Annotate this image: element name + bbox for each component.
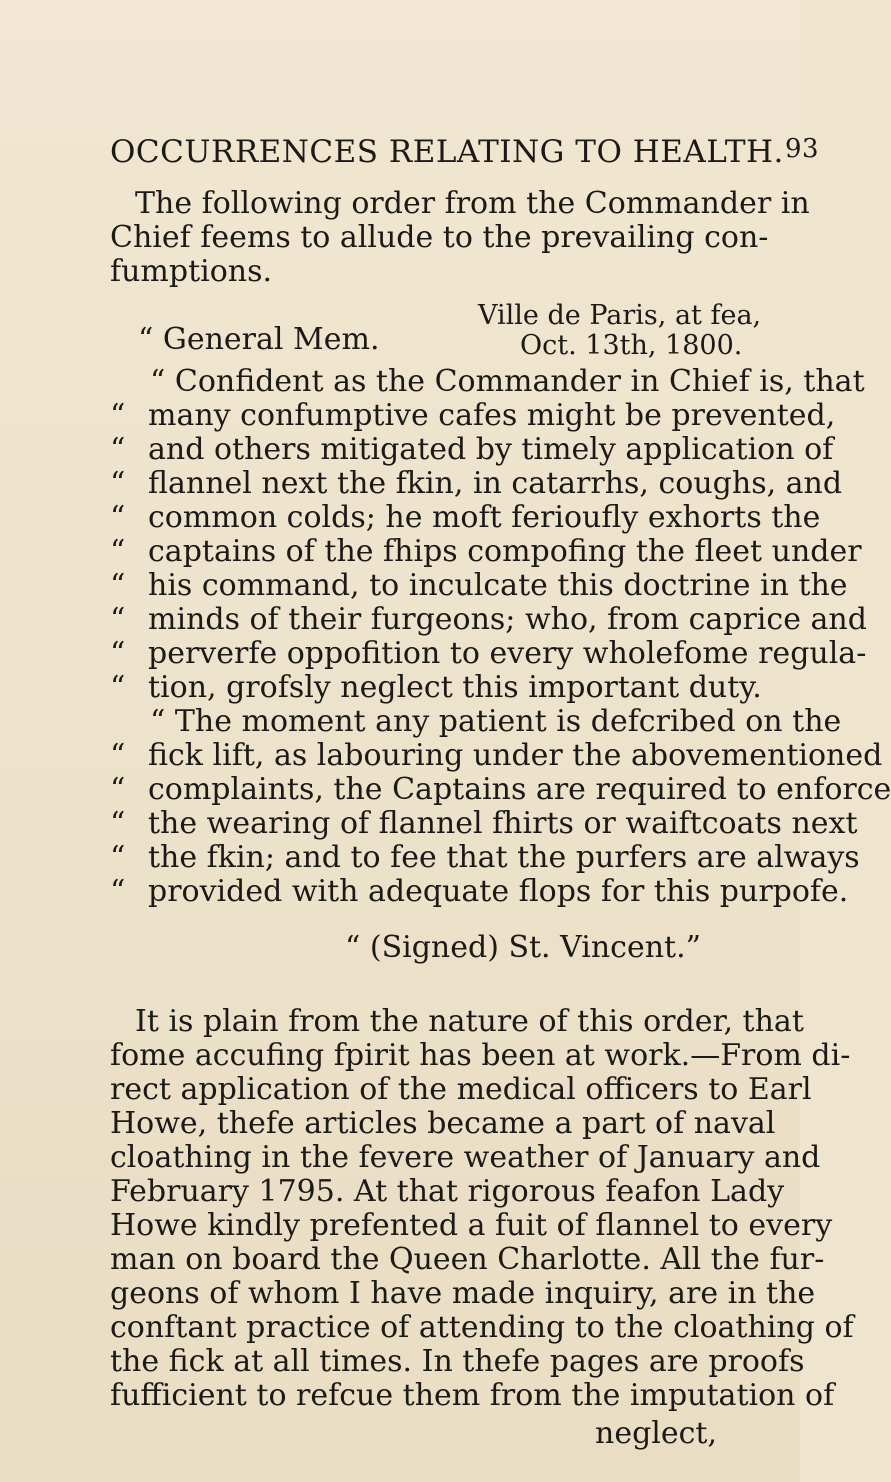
body-line: conftant practice of attending to the cloathing of xyxy=(110,1310,854,1345)
body-line: geons of whom I have made inquiry, are in the xyxy=(110,1276,816,1311)
body-line: Howe, thefe articles became a part of naval xyxy=(110,1106,776,1141)
letter-p1-line: and others mitigated by timely application of xyxy=(148,432,834,467)
letter-p2-line: provided with adequate flops for this purpofe. xyxy=(148,874,849,909)
letter-p1-line: common colds; he moft ferioufly exhorts the xyxy=(148,500,821,535)
body-line: the fick at all times. In thefe pages are proofs xyxy=(110,1344,805,1379)
letter-p2-line: complaints, the Captains are required to enforce xyxy=(148,772,891,807)
letter-p2-line: the fkin; and to fee that the purfers are always xyxy=(148,840,860,875)
letter-p1-line: tion, grofsly neglect this important duty. xyxy=(148,670,762,705)
intro-line: The following order from the Commander in xyxy=(135,186,810,221)
letter-p1-line: many confumptive cafes might be prevented, xyxy=(148,398,836,433)
body-line: fome accufing fpirit has been at work.—From di- xyxy=(110,1038,851,1073)
page-number: 93 xyxy=(785,134,820,164)
catchword: neglect, xyxy=(595,1416,718,1451)
body-line: rect application of the medical officers to Earl xyxy=(110,1072,812,1107)
quote-mark: “ xyxy=(110,432,126,467)
body-line: It is plain from the nature of this order, that xyxy=(135,1004,804,1039)
running-header xyxy=(110,134,820,170)
quote-mark: “ xyxy=(110,840,126,875)
running-title: OCCURRENCES RELATING TO HEALTH. xyxy=(110,134,784,170)
letter-p2-line: the wearing of flannel fhirts or waiftcoats next xyxy=(148,806,858,841)
quote-mark: “ xyxy=(110,568,126,603)
letter-salutation: “ General Mem. xyxy=(138,322,380,357)
body-line: fufficient to refcue them from the imputation of xyxy=(110,1378,835,1413)
letter-signature: “ (Signed) St. Vincent.” xyxy=(345,930,701,965)
letter-p1-line: “ Confident as the Commander in Chief is, that xyxy=(150,364,865,399)
letter-p2-line: fick lift, as labouring under the abovementioned xyxy=(148,738,883,773)
letter-date: Oct. 13th, 1800. xyxy=(520,330,743,361)
body-line: Howe kindly prefented a fuit of flannel to every xyxy=(110,1208,833,1243)
quote-mark: “ xyxy=(110,500,126,535)
body-line: February 1795. At that rigorous feafon Lady xyxy=(110,1174,785,1209)
quote-mark: “ xyxy=(110,738,126,773)
letter-p1-line: flannel next the fkin, in catarrhs, coughs, and xyxy=(148,466,843,501)
quote-mark: “ xyxy=(110,806,126,841)
quote-mark: “ xyxy=(110,534,126,569)
letter-p1-line: minds of their furgeons; who, from caprice and xyxy=(148,602,867,637)
letter-place: Ville de Paris, at fea, xyxy=(478,300,762,331)
letter-p1-line: perverfe oppofition to every wholefome regula- xyxy=(148,636,867,671)
quote-mark: “ xyxy=(110,466,126,501)
letter-p1-line: his command, to inculcate this doctrine in the xyxy=(148,568,848,603)
body-line: cloathing in the fevere weather of January and xyxy=(110,1140,821,1175)
quote-mark: “ xyxy=(110,602,126,637)
quote-mark: “ xyxy=(110,398,126,433)
quote-mark: “ xyxy=(110,772,126,807)
letter-p2-line: “ The moment any patient is defcribed on the xyxy=(150,704,842,739)
quote-mark: “ xyxy=(110,636,126,671)
intro-line: fumptions. xyxy=(110,254,273,289)
letter-p1-line: captains of the fhips compofing the fleet under xyxy=(148,534,862,569)
intro-line: Chief feems to allude to the prevailing con- xyxy=(110,220,769,255)
quote-mark: “ xyxy=(110,670,126,705)
body-line: man on board the Queen Charlotte. All the fur- xyxy=(110,1242,825,1277)
quote-mark: “ xyxy=(110,874,126,909)
